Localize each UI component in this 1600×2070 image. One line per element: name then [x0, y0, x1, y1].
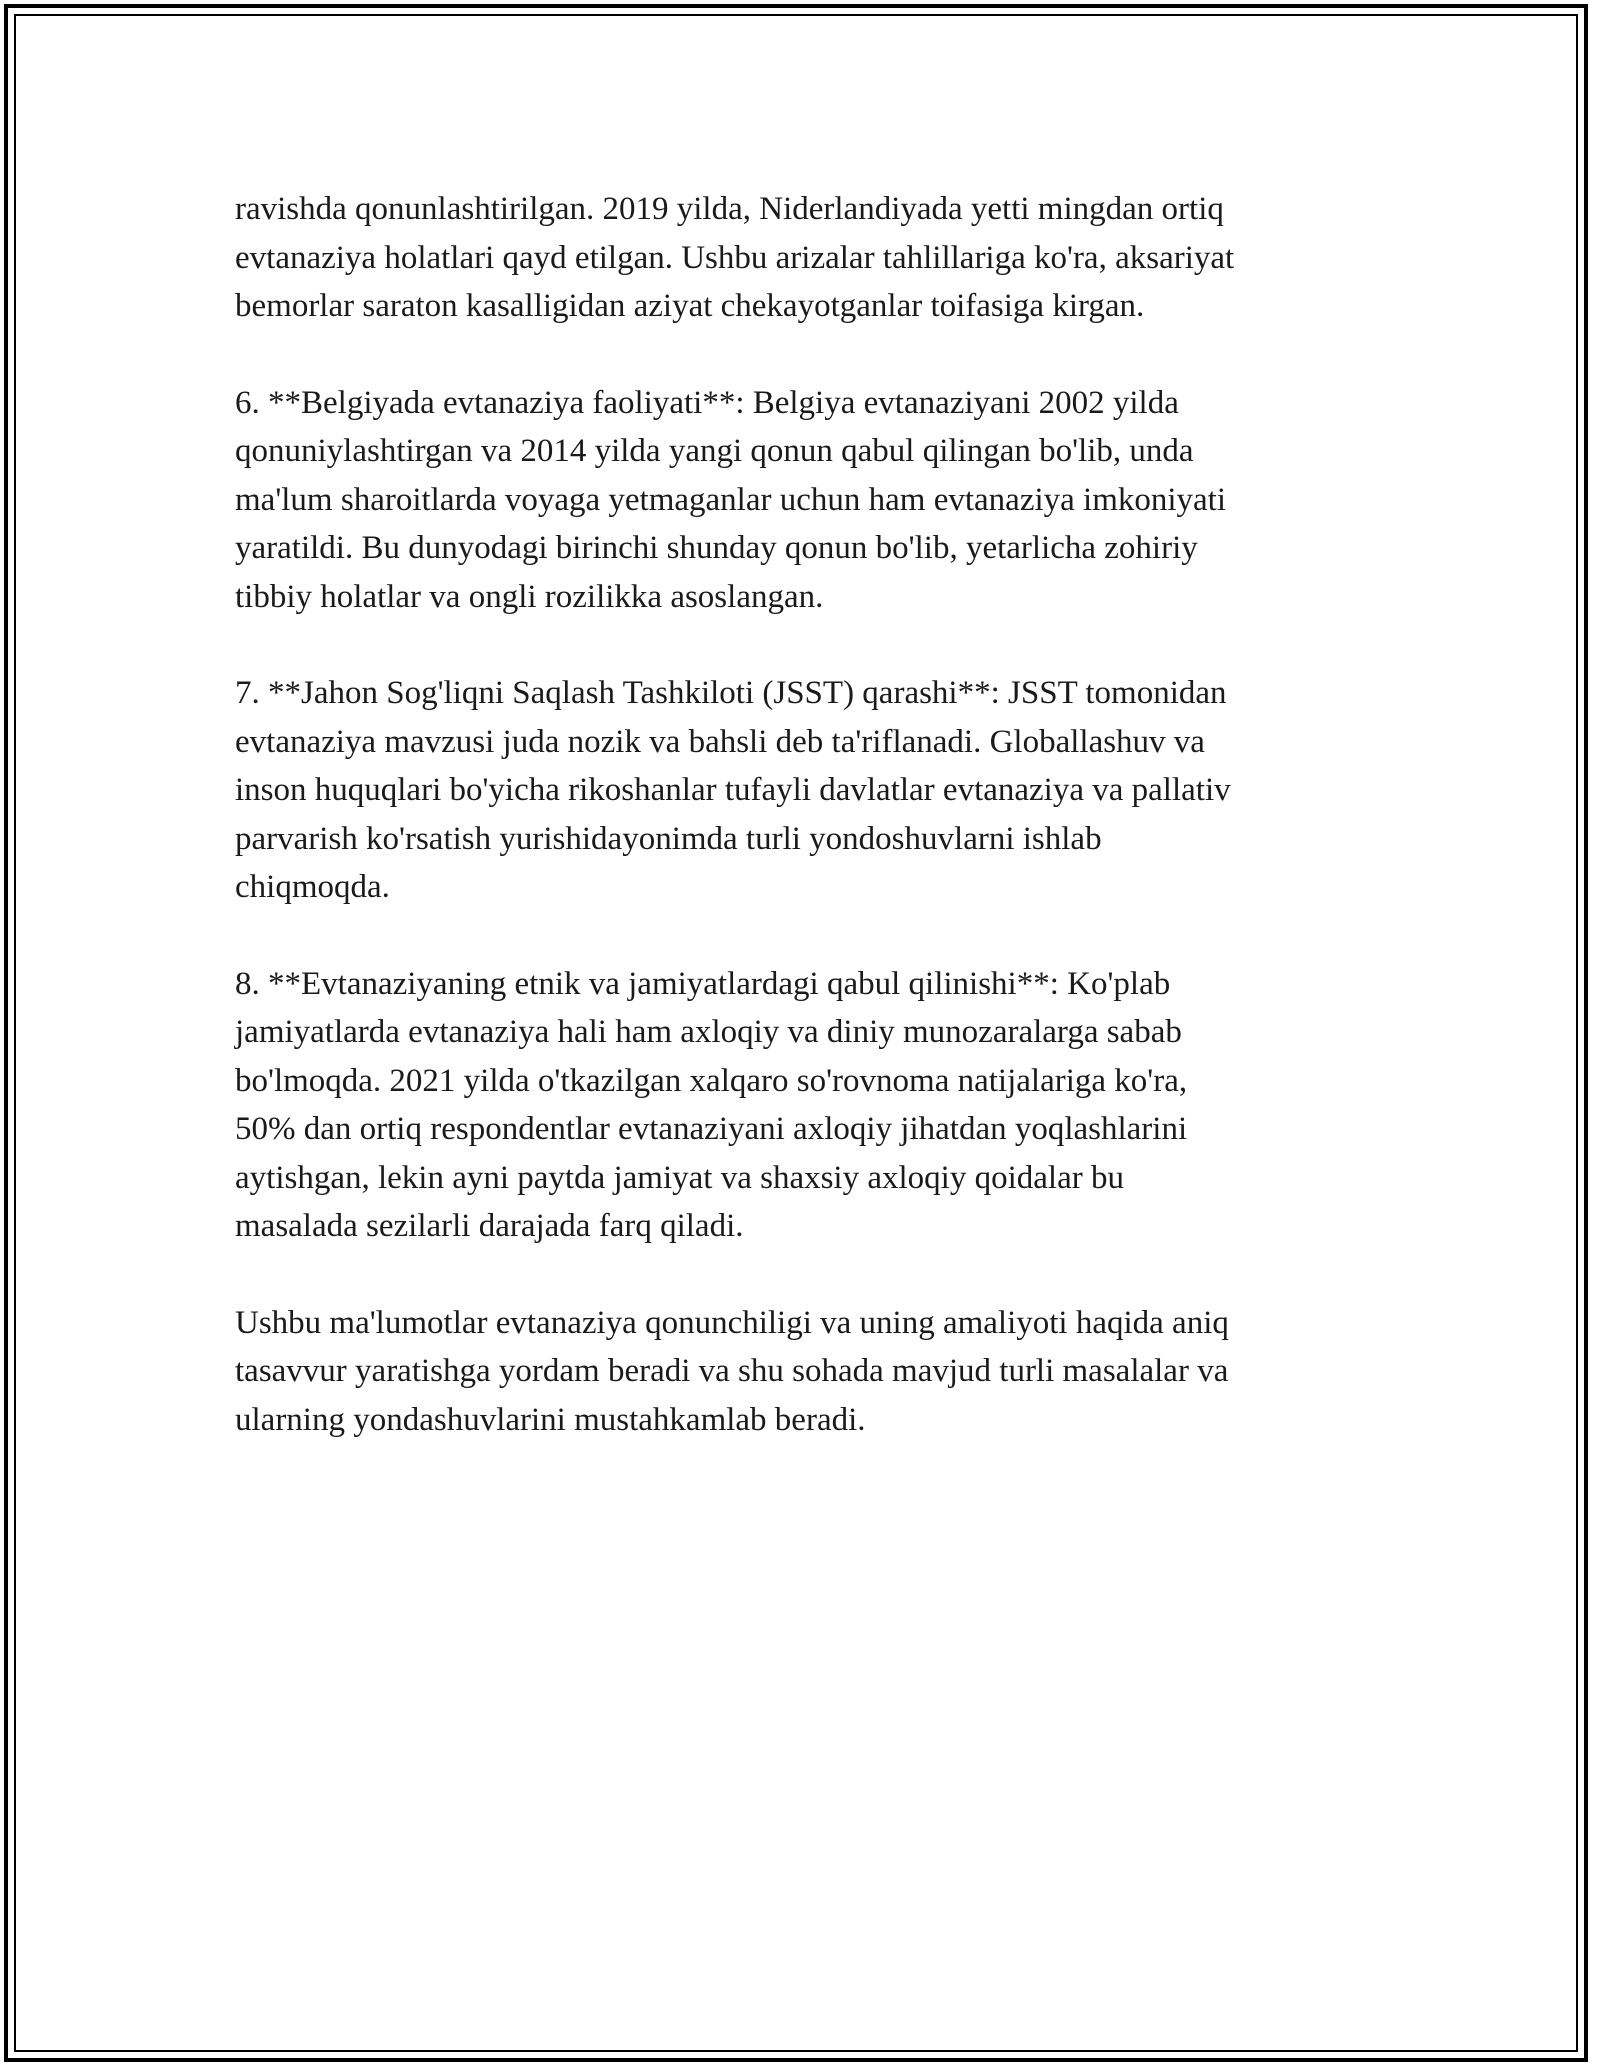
- paragraph-item-8-society: 8. **Evtanaziyaning etnik va jamiyatlardagi qabul qilinishi**: Ko'plab jamiyatlarda evtanaziya hali ham axloqiy va diniy munozaralarga sabab bo'lmoqda. 2021 yilda o'tkazilgan xalqaro so'rovnoma natijalariga ko'ra, 50% dan ortiq respondentlar evtanaziyani axloqiy jihatdan yoqlashlarini aytishgan, lekin ayni paytda jamiyat va shaxsiy axloqiy qoidalar bu masalada sezilarli darajada farq qiladi.: [235, 965, 1188, 1244]
- paragraph-conclusion: Ushbu ma'lumotlar evtanaziya qonunchiligi va uning amaliyoti haqida aniq tasavvur yaratishga yordam beradi va shu sohada mavjud turli masalalar va ularning yondashuvlarini mustahkamlab beradi.: [235, 1304, 1229, 1438]
- paragraph-item-6-belgium: 6. **Belgiyada evtanaziya faoliyati**: Belgiya evtanaziyani 2002 yilda qonuniylashtirgan va 2014 yilda yangi qonun qabul qilingan bo'lib, unda ma'lum sharoitlarda voyaga yetmaganlar uchun ham evtanaziya imkoniyati yaratildi. Bu dunyodagi birinchi shunday qonun bo'lib, yetarlicha zohiriy tibbiy holatlar va ongli rozilikka asoslangan.: [235, 384, 1227, 615]
- paragraph-netherlands-continued: ravishda qonunlashtirilgan. 2019 yilda, Niderlandiyada yetti mingdan ortiq evtanaziya holatlari qayd etilgan. Ushbu arizalar tahlillariga ko'ra, aksariyat bemorlar saraton kasalligidan aziyat chekayotganlar toifasiga kirgan.: [235, 191, 1235, 324]
- paragraph-item-7-who: 7. **Jahon Sog'liqni Saqlash Tashkiloti (JSST) qarashi**: JSST tomonidan evtanaziya mavzusi juda nozik va bahsli deb ta'riflanadi. Globallashuv va inson huquqlari bo'yicha rikoshanlar tufayli davlatlar evtanaziya va pallativ parvarish ko'rsatish yurishidayonimda turli yondoshuvlarni ishlab chiqmoqda.: [235, 675, 1231, 905]
- document-body: [235, 185, 1365, 1492]
